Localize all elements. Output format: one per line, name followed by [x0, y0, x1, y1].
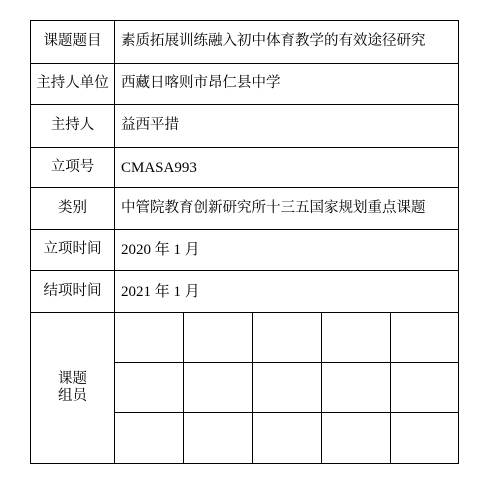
member-cell — [253, 313, 322, 363]
start-date-value: 2020 年 1 月 — [115, 230, 459, 271]
host-unit-label: 主持人单位 — [31, 64, 115, 105]
member-cell — [184, 413, 253, 464]
host-unit-value: 西藏日喀则市昂仁县中学 — [115, 64, 459, 105]
member-cell — [391, 313, 459, 363]
table-row-category — [31, 188, 459, 230]
host-label: 主持人 — [31, 105, 115, 148]
table-row-host-unit — [31, 64, 459, 105]
topic-value: 素质拓展训练融入初中体育教学的有效途径研究 — [115, 21, 459, 64]
project-number-value: CMASA993 — [115, 148, 459, 188]
category-value: 中管院教育创新研究所十三五国家规划重点课题 — [115, 188, 459, 230]
member-cell — [322, 363, 391, 413]
end-date-label: 结项时间 — [31, 271, 115, 313]
member-cell — [322, 313, 391, 363]
category-label: 类别 — [31, 188, 115, 230]
table-row-topic — [31, 21, 459, 64]
table-row-host — [31, 105, 459, 148]
member-cell — [391, 363, 459, 413]
project-info-table — [30, 20, 459, 464]
table-row-project-number — [31, 148, 459, 188]
project-number-label: 立项号 — [31, 148, 115, 188]
members-row-1 — [31, 313, 459, 363]
member-cell — [184, 313, 253, 363]
member-cell — [391, 413, 459, 464]
member-cell — [115, 313, 184, 363]
members-label-line2: 组员 — [58, 388, 87, 404]
member-cell — [253, 413, 322, 464]
end-date-value: 2021 年 1 月 — [115, 271, 459, 313]
member-cell — [184, 363, 253, 413]
members-label — [31, 313, 115, 464]
member-cell — [322, 413, 391, 464]
start-date-label: 立项时间 — [31, 230, 115, 271]
table-row-start-date — [31, 230, 459, 271]
members-label-line1: 课题 — [58, 370, 87, 387]
table-row-end-date — [31, 271, 459, 313]
member-cell — [253, 363, 322, 413]
host-value: 益西平措 — [115, 105, 459, 148]
member-cell — [115, 363, 184, 413]
member-cell — [115, 413, 184, 464]
topic-label: 课题题目 — [31, 21, 115, 64]
